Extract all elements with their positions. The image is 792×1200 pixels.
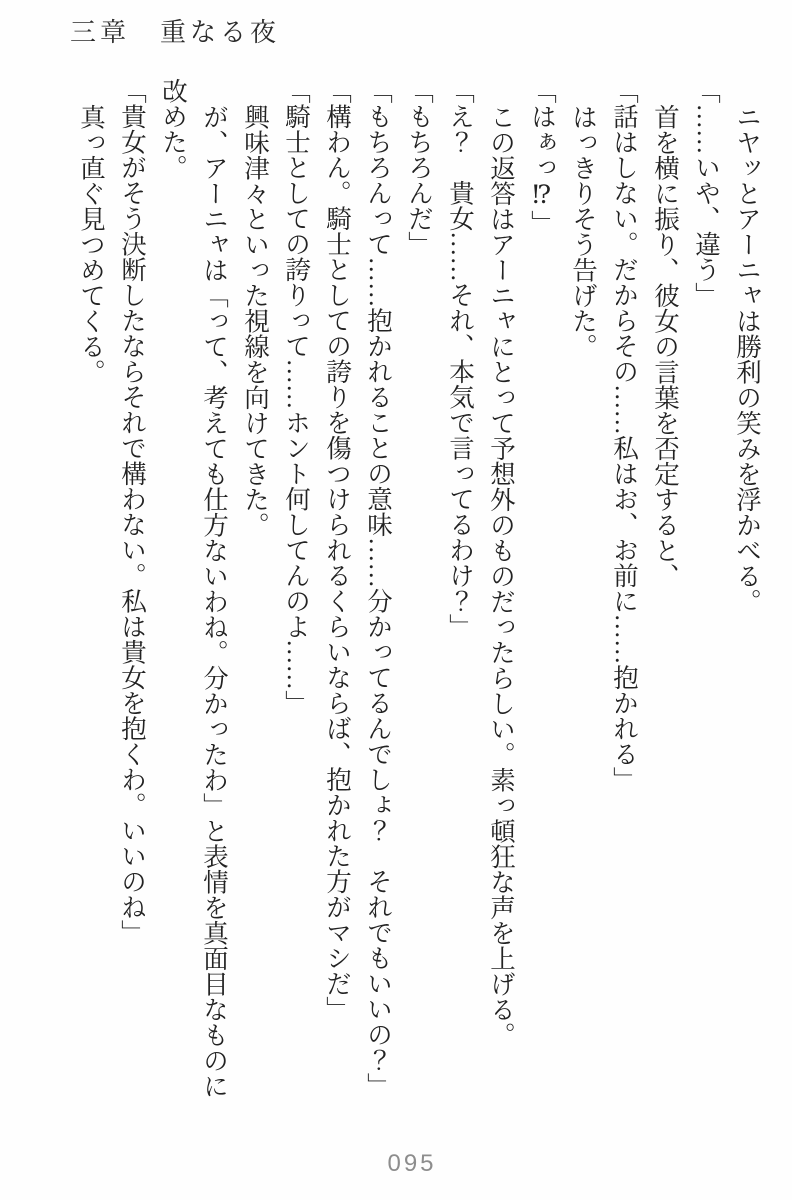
paragraph-dialogue: 「騎士としての誇りって……ホント何してんのよ……」 [282,78,311,716]
paragraph: 興味津々といった視線を向けてきた。 [241,103,270,537]
paragraph-dialogue: 「もちろんって……抱かれることの意味……分かってるんでしょ？ それでもいいの？」 [364,78,393,1098]
paragraph: はっきりそう告げた。 [569,103,598,359]
paragraph: 首を横に振り、彼女の言葉を否定すると、 [651,103,680,588]
paragraph-dialogue: 「話はしない。だからその……私はお、お前に……抱かれる」 [610,78,639,792]
page-number: 095 [387,1150,437,1177]
paragraph-dialogue: 「……いや、違う」 [692,78,721,308]
paragraph: が、アーニャは「って、考えても仕方ないわね。分かったわ」と表情を真面目なものに改めた。 [159,78,229,1098]
paragraph: この返答はアーニャにとって予想外のものだったらしい。素っ頓狂な声を上げる。 [487,103,516,1047]
paragraph: 真っ直ぐ見つめてくる。 [77,103,106,384]
paragraph-dialogue: 「はぁっ⁉」 [528,78,557,236]
chapter-running-head: 三章 重なる夜 [70,18,281,47]
paragraph-dialogue: 「貴女がそう決断したならそれで構わない。私は貴女を抱くわ。いいのね」 [118,78,147,945]
vertical-text-block [68,78,768,1110]
paragraph-dialogue: 「構わん。騎士としての誇りを傷つけられるくらいならば、抱かれた方がマシだ」 [323,78,352,1022]
paragraph-dialogue: 「え？ 貴女……それ、本気で言ってるわけ？」 [446,78,475,639]
paragraph-dialogue: 「もちろんだ」 [405,78,434,257]
paragraph: ニヤッとアーニャは勝利の笑みを浮かべる。 [733,103,762,614]
